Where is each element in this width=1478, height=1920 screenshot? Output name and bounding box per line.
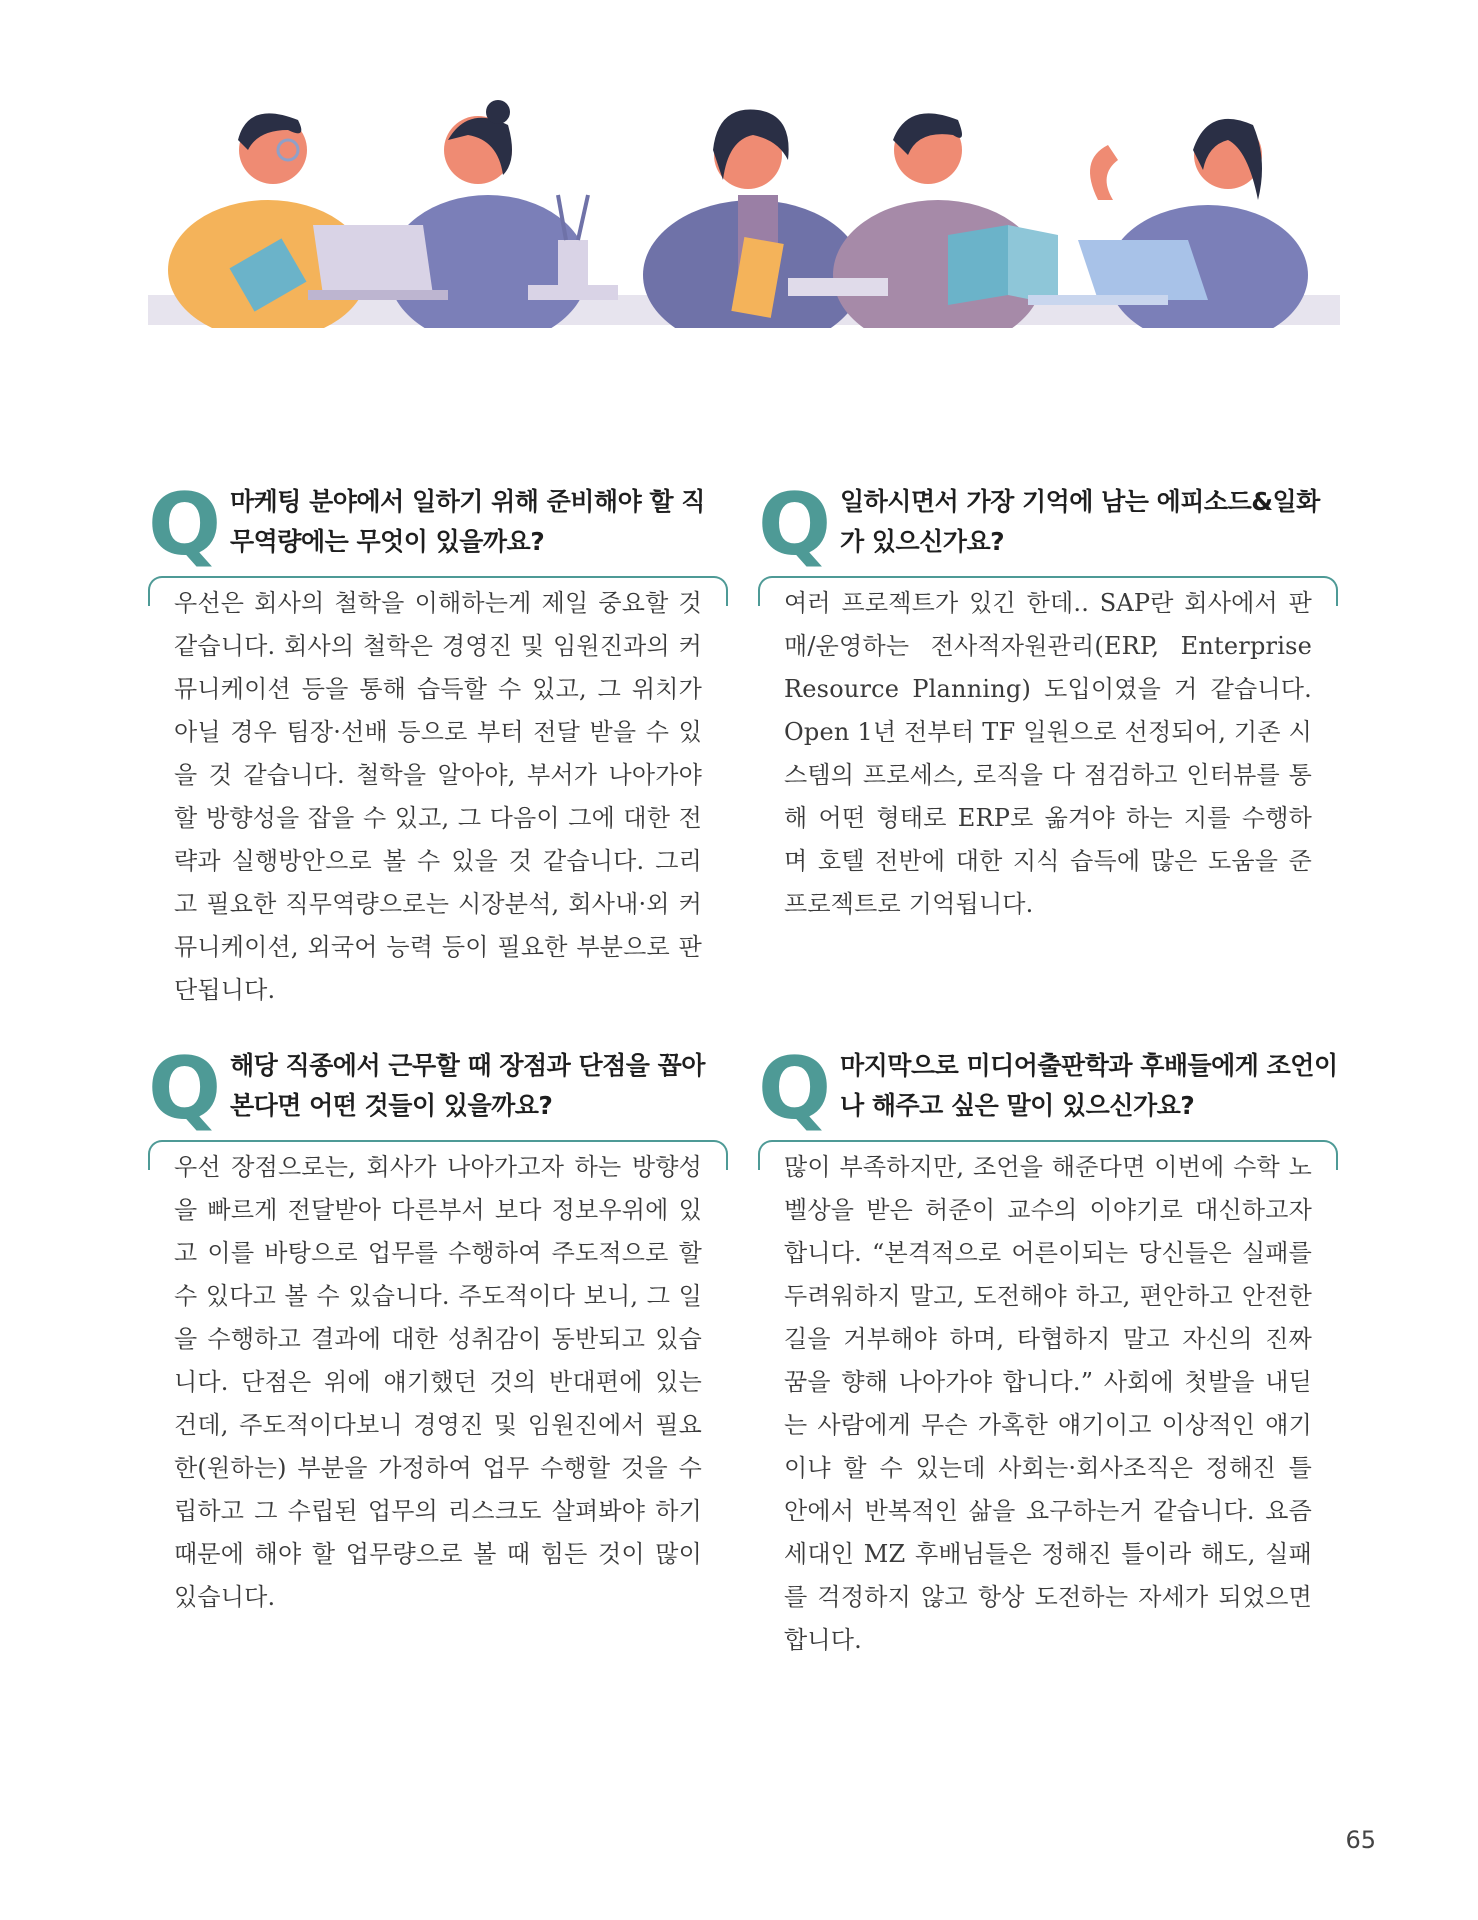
answer-text: 우선 장점으로는, 회사가 나아가고자 하는 방향성을 빠르게 전달받아 다른부서 보다 정보우위에 있고 이를 바탕으로 업무를 수행하여 주도적으로 할 수 있다고 볼 수 있습니다. 주도적이다 보니, 그 일을 수행하고 결과에 대한 성취감이 동반되고 있습니다. 단점은 위에 얘기했던 것의 반대편에 있는 건데, 주도적이다보니 경영진 및 임원진에서 필요한(원하는) 부분을 가정하여 업무 수행할 것을 수립하고 그 수립된 업무의 리스크도 살펴봐야 하기 때문에 해야 할 업무량으로 볼 때 힘든 것이 많이 있습니다.: [174, 1153, 702, 1611]
question-header: [758, 1039, 1338, 1139]
qa-block-3: [148, 1039, 728, 1619]
people-studying-illustration: [148, 100, 1340, 328]
q-mark: Q: [148, 475, 220, 575]
answer-text: 우선은 회사의 철학을 이해하는게 제일 중요할 것 같습니다. 회사의 철학은 경영진 및 임원진과의 커뮤니케이션 등을 통해 습득할 수 있고, 그 위치가 아닐 경우 팀장·선배 등으로 부터 전달 받을 수 있을 것 같습니다. 철학을 알아야, 부서가 나아가야 할 방향성을 잡을 수 있고, 그 다음이 그에 대한 전략과 실행방안으로 볼 수 있을 것 같습니다. 그리고 필요한 직무역량으로는 시장분석, 회사내·외 커뮤니케이션, 외국어 능력 등이 필요한 부분으로 판단됩니다.: [174, 589, 702, 1004]
q-mark: Q: [758, 1039, 830, 1139]
question-header: [148, 475, 728, 575]
page-number: 65: [1345, 1826, 1376, 1854]
q-mark: Q: [758, 475, 830, 575]
answer-frame: [148, 576, 728, 606]
question-text: 마지막으로 미디어출판학과 후배들에게 조언이나 해주고 싶은 말이 있으신가요?: [840, 1051, 1338, 1120]
question-text: 해당 직종에서 근무할 때 장점과 단점을 꼽아본다면 어떤 것들이 있을까요?: [230, 1051, 705, 1120]
qa-block-4: [758, 1039, 1338, 1662]
qa-block-1: [148, 475, 728, 1012]
question-text: 일하시면서 가장 기억에 남는 에피소드&일화가 있으신가요?: [840, 487, 1320, 556]
answer-text: 여러 프로젝트가 있긴 한데.. SAP란 회사에서 판매/운영하는 전사적자원관리(ERP, Enterprise Resource Planning) 도입이였을 거 같습니다. Open 1년 전부터 TF 일원으로 선정되어, 기존 시스템의 프로세스, 로직을 다 점검하고 인터뷰를 통해 어떤 형태로 ERP로 옮겨야 하는 지를 수행하며 호텔 전반에 대한 지식 습득에 많은 도움을 준 프로젝트로 기억됩니다.: [784, 589, 1312, 918]
answer-frame: [758, 1140, 1338, 1170]
answer-text: 많이 부족하지만, 조언을 해준다면 이번에 수학 노벨상을 받은 허준이 교수의 이야기로 대신하고자 합니다. “본격적으로 어른이되는 당신들은 실패를 두려워하지 말고, 도전해야 하고, 편안하고 안전한 길을 거부해야 하며, 타협하지 말고 자신의 진짜 꿈을 향해 나아가야 합니다.” 사회에 첫발을 내딛는 사람에게 무슨 가혹한 얘기이고 이상적인 얘기이냐 할 수 있는데 사회는·회사조직은 정해진 틀 안에서 반복적인 삶을 요구하는거 같습니다. 요즘 세대인 MZ 후배님들은 정해진 틀이라 해도, 실패를 걱정하지 않고 항상 도전하는 자세가 되었으면 합니다.: [784, 1153, 1312, 1654]
question-header: [148, 1039, 728, 1139]
question-text: 마케팅 분야에서 일하기 위해 준비해야 할 직무역량에는 무엇이 있을까요?: [230, 487, 705, 556]
question-header: [758, 475, 1338, 575]
qa-block-2: [758, 475, 1338, 926]
q-mark: Q: [148, 1039, 220, 1139]
answer-frame: [758, 576, 1338, 606]
answer-frame: [148, 1140, 728, 1170]
